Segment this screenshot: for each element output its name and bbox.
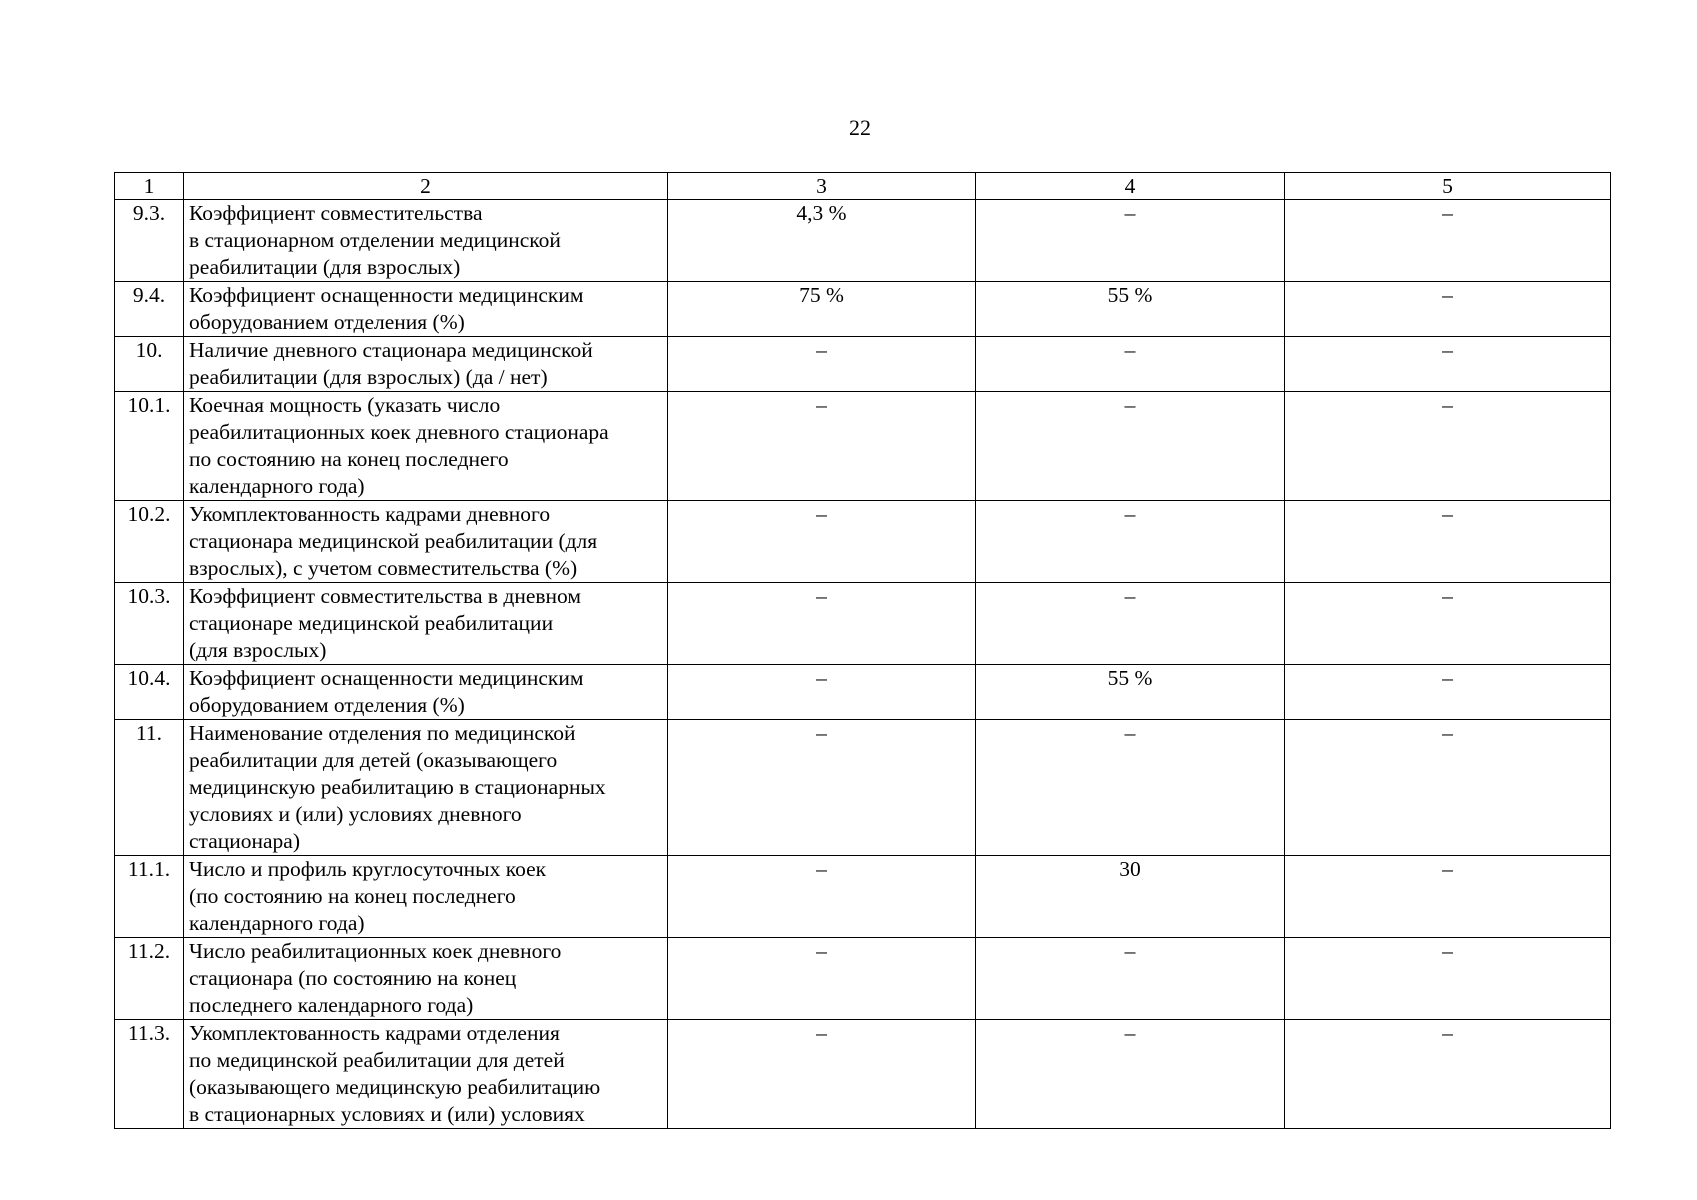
column-header: 5: [1285, 173, 1611, 200]
table-row: [115, 720, 1611, 856]
row-description: Коэффициент совместительства в дневном стационаре медицинской реабилитации (для взрослых): [184, 583, 668, 665]
row-number: 10.: [115, 337, 184, 392]
row-description: Коэффициент совместительства в стационарном отделении медицинской реабилитации (для взрослых): [184, 200, 668, 282]
row-value-col5: –: [1285, 392, 1611, 501]
row-description: Наличие дневного стационара медицинской реабилитации (для взрослых) (да / нет): [184, 337, 668, 392]
table-header-row: [115, 173, 1611, 200]
data-table: [114, 172, 1611, 1129]
row-value-col3: –: [668, 392, 976, 501]
table-row: [115, 200, 1611, 282]
row-value-col4: –: [976, 938, 1285, 1020]
row-value-col3: –: [668, 337, 976, 392]
row-number: 10.1.: [115, 392, 184, 501]
row-value-col4: –: [976, 337, 1285, 392]
row-value-col3: –: [668, 665, 976, 720]
row-description: Наименование отделения по медицинской реабилитации для детей (оказывающего медицинскую реабилитацию в стационарных условиях и (или) условиях дневного стационара): [184, 720, 668, 856]
row-description: Коечная мощность (указать число реабилитационных коек дневного стационара по состоянию на конец последнего календарного года): [184, 392, 668, 501]
row-description: Укомплектованность кадрами дневного стационара медицинской реабилитации (для взрослых), с учетом совместительства (%): [184, 501, 668, 583]
row-value-col4: 30: [976, 856, 1285, 938]
row-value-col4: –: [976, 720, 1285, 856]
row-value-col5: –: [1285, 501, 1611, 583]
row-number: 10.3.: [115, 583, 184, 665]
row-value-col4: –: [976, 392, 1285, 501]
row-value-col3: –: [668, 720, 976, 856]
row-number: 11.3.: [115, 1020, 184, 1129]
row-number: 9.4.: [115, 282, 184, 337]
row-value-col3: –: [668, 1020, 976, 1129]
table-row: [115, 392, 1611, 501]
row-description: Число реабилитационных коек дневного стационара (по состоянию на конец последнего календарного года): [184, 938, 668, 1020]
row-value-col3: 4,3 %: [668, 200, 976, 282]
row-value-col5: –: [1285, 665, 1611, 720]
table-row: [115, 856, 1611, 938]
column-header: 1: [115, 173, 184, 200]
row-value-col4: 55 %: [976, 282, 1285, 337]
table-row: [115, 282, 1611, 337]
page-number: 22: [849, 115, 871, 140]
column-header: 4: [976, 173, 1285, 200]
row-value-col5: –: [1285, 583, 1611, 665]
row-value-col5: –: [1285, 856, 1611, 938]
row-value-col5: –: [1285, 200, 1611, 282]
column-header: 3: [668, 173, 976, 200]
row-description: Число и профиль круглосуточных коек (по состоянию на конец последнего календарного года): [184, 856, 668, 938]
row-number: 11.2.: [115, 938, 184, 1020]
row-value-col3: –: [668, 583, 976, 665]
row-value-col5: –: [1285, 938, 1611, 1020]
row-number: 9.3.: [115, 200, 184, 282]
row-value-col5: –: [1285, 1020, 1611, 1129]
row-value-col3: –: [668, 501, 976, 583]
row-value-col3: 75 %: [668, 282, 976, 337]
row-number: 10.4.: [115, 665, 184, 720]
row-number: 11.: [115, 720, 184, 856]
row-value-col4: –: [976, 583, 1285, 665]
row-value-col4: –: [976, 200, 1285, 282]
row-value-col5: –: [1285, 282, 1611, 337]
table-row: [115, 583, 1611, 665]
row-number: 11.1.: [115, 856, 184, 938]
row-value-col3: –: [668, 856, 976, 938]
table-row: [115, 665, 1611, 720]
row-value-col5: –: [1285, 720, 1611, 856]
row-description: Укомплектованность кадрами отделения по медицинской реабилитации для детей (оказывающего медицинскую реабилитацию в стационарных условиях и (или) условиях: [184, 1020, 668, 1129]
column-header: 2: [184, 173, 668, 200]
table-row: [115, 501, 1611, 583]
table-row: [115, 938, 1611, 1020]
table-row: [115, 337, 1611, 392]
row-value-col3: –: [668, 938, 976, 1020]
row-value-col4: –: [976, 1020, 1285, 1129]
row-description: Коэффициент оснащенности медицинским оборудованием отделения (%): [184, 665, 668, 720]
row-value-col4: –: [976, 501, 1285, 583]
row-value-col5: –: [1285, 337, 1611, 392]
row-number: 10.2.: [115, 501, 184, 583]
row-description: Коэффициент оснащенности медицинским оборудованием отделения (%): [184, 282, 668, 337]
table-row: [115, 1020, 1611, 1129]
row-value-col4: 55 %: [976, 665, 1285, 720]
